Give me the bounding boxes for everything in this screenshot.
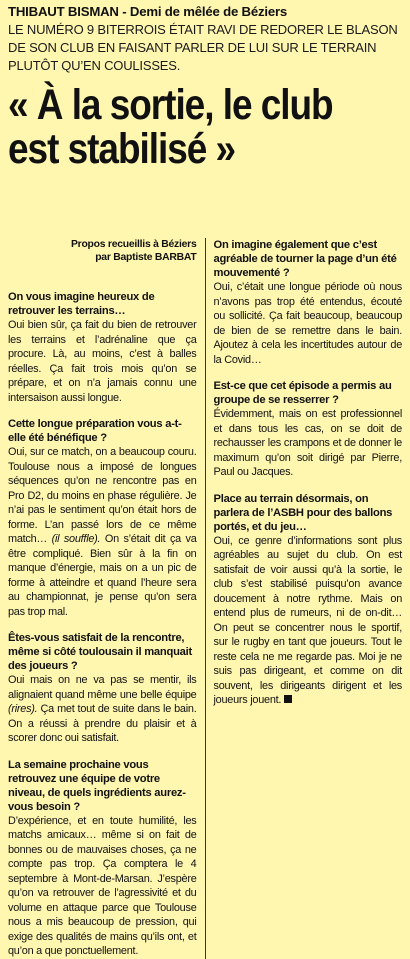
answer-7-text: Oui, ce genre d’informations sont plus agréables au sujet du club. On est satisfait de voir aussi qu’à la sortie, le club s’est stabilisé puisqu’on avance doucement à notre rythme. Mais on entend plus de rumeurs, ni de on-dit… On peut se concentrer nous le sportif, sur le rugby en tant que joueurs. Tout le reste cela ne me regarde pas. Moi je ne suis pas dirigeant, et comme on dit souvent, les dirigeants dirigent et les joueurs jouent.	[213, 534, 402, 706]
headline-line-1: « À la sortie, le club	[8, 81, 333, 129]
interviewee-name: THIBAUT BISMAN	[8, 4, 119, 19]
question-3: Êtes-vous satisfait de la rencontre, même si côté toulousain il manquait des joueurs ?	[8, 632, 192, 672]
headline	[8, 83, 404, 171]
question-1: On vous imagine heureux de retrouver les terrains…	[8, 291, 155, 317]
question-4: La semaine prochaine vous retrouvez une équipe de votre niveau, de quels ingrédients aurez-vous besoin ?	[8, 758, 186, 813]
answer-3-part-2: Ça met tout de suite dans le bain. On a réussi à prendre du plaisir et à scorer donc oui satisfait.	[8, 703, 197, 744]
byline-line-2: par Baptiste BARBAT	[95, 252, 197, 263]
answer-4: D’expérience, et en toute humilité, les matchs amicaux… même si on fait de bonnes ou de mauvaises choses, ça ne compte pas trop. Ça comptera le 4 septembre à Mont-de-Marsan. J’espère qu’on va retrouver de l’agressivité et du volume en attaque parce que Toulouse nous a mis beaucoup de pression, qui exige des qualités de mains qu’ils ont, et qu’on a que ponctuellement.	[8, 814, 197, 957]
answer-2-part-2: On s’était dit ça va être compliqué. Bien sûr à la fin on manque d’énergie, mais on a un pic de forme à atteindre et quand l’heure sera au championnat, je pense qu’on sera pas trop mal.	[8, 533, 197, 618]
byline	[8, 238, 197, 264]
question-7: Place au terrain désormais, on parlera de l’ASBH pour des ballons portés, et du jeu…	[213, 492, 393, 533]
answer-3-aside: (rires).	[8, 703, 38, 715]
byline-line-1: Propos recueillis à Béziers	[70, 239, 197, 250]
kicker	[8, 4, 402, 20]
headline-line-2: est stabilisé »	[8, 125, 236, 173]
column-left	[8, 238, 206, 959]
end-of-article-square-icon	[284, 695, 292, 703]
question-5: On imagine également que c’est agréable de tourner la page d’un été mouvementé ?	[213, 239, 397, 279]
column-right	[206, 238, 403, 959]
answer-7	[214, 534, 403, 708]
answer-5: Oui, c’était une longue période où nous n’avons pas trop été entendus, écouté ou sollicité. Ça fait beaucoup, beaucoup de bien de se remettre dans le bain. Ajoutez à cela les incertitudes autour de la Covid…	[213, 281, 402, 366]
answer-2	[8, 445, 197, 619]
intro-text: LE NUMÉRO 9 BITERROIS ÉTAIT RAVI DE REDORER LE BLASON DE SON CLUB EN FAISANT PARLER DE LUI SUR LE TERRAIN PLUTÔT QU’EN COULISSES.	[8, 22, 398, 73]
question-6: Est-ce que cet épisode a permis au groupe de se resserrer ?	[213, 380, 392, 406]
answer-3	[8, 673, 197, 746]
answer-6: Évidemment, mais on est professionnel et dans tous les cas, on se doit de rechausser les crampons et de donner le maximum qu’on soit dirigé par Pierre, Paul ou Jacques.	[213, 408, 402, 478]
answer-1: Oui bien sûr, ça fait du bien de retrouver les terrains et l’adrénaline que ça procure. Là, au moins, c’est à balles réelles. Ça fait trois mois qu’on se prépare, et on n’a jamais connu une intersaison aussi longue.	[8, 319, 197, 404]
question-2: Cette longue préparation vous a-t-elle été bénéfique ?	[8, 418, 182, 444]
answer-3-part-1: Oui mais on ne va pas se mentir, ils alignaient quand même une belle équipe	[8, 674, 197, 701]
answer-2-aside: (il souffle).	[51, 533, 101, 545]
answer-2-part-1: Oui, sur ce match, on a beaucoup couru. Toulouse nous a imposé de longues séquences qu’on ne rencontre pas en Pro D2, du moins en phase régulière. Je n’ai pas le sentiment qu’on était hors de forme. L’an passé lors de ce même match…	[8, 446, 197, 545]
interviewee-role: - Demi de mêlée de Béziers	[118, 4, 288, 19]
article-columns	[8, 238, 402, 959]
